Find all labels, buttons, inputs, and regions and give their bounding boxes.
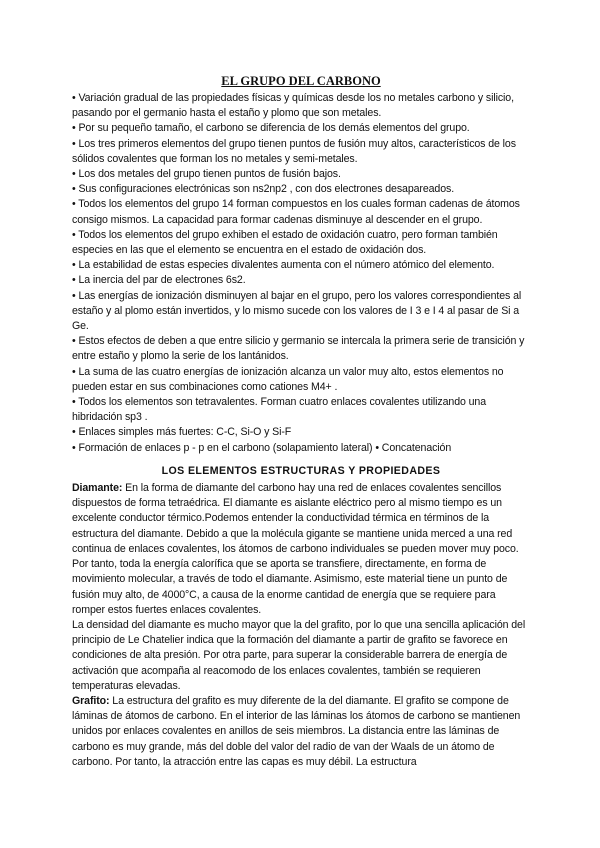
bullet-item: • La inercia del par de electrones 6s2.: [72, 274, 246, 287]
densidad-paragraph: La densidad del diamante es mucho mayor que la del grafito, por lo que una sencilla aplicación del principio de Le Chatelier indica que la formación del diamante a partir de grafito se favorece en condiciones de alta presión. Por otra parte, para superar la considerable barrera de energía de activación que acompaña al reacomodo de los enlaces covalentes, también se requieren temperaturas elevadas.: [72, 618, 526, 692]
bullet-item: • Estos efectos de deben a que entre silicio y germanio se intercala la primera serie de transición y entre estaño y plomo la serie de los lantánidos.: [72, 335, 525, 363]
bullet-item: • Todos los elementos son tetravalentes. Forman cuatro enlaces covalentes utilizando una hibridación sp3 .: [72, 396, 486, 424]
bullet-item: • La suma de las cuatro energías de ionización alcanza un valor muy alto, estos elementos no pueden estar en sus combinaciones como cationes M4+ .: [72, 365, 504, 393]
bullet-item: • Enlaces simples más fuertes: C-C, Si-O y Si-F: [72, 426, 292, 439]
diamante-paragraph: [72, 481, 530, 618]
section-title: LOS ELEMENTOS ESTRUCTURAS Y PROPIEDADES: [161, 464, 441, 477]
bullet-item: • Variación gradual de las propiedades físicas y químicas desde los no metales carbono y silicio, pasando por el germanio hasta el estaño y plomo que son metales.: [72, 92, 514, 120]
bullet-item: • Todos los elementos del grupo 14 forman compuestos en los cuales forman cadenas de átomos consigo mismos. La capacidad para formar cadenas disminuye al descender en el grupo.: [72, 198, 520, 226]
bullet-item: • Las energías de ionización disminuyen al bajar en el grupo, pero los valores correspondientes al estaño y al plomo están invertidos, y lo mismo sucede con los valores de I 3 e I 4 al pasar de Si a Ge.: [72, 289, 522, 333]
bullet-item: • Los dos metales del grupo tienen puntos de fusión bajos.: [72, 168, 341, 181]
diamante-term: Diamante:: [72, 482, 123, 495]
document-page: [72, 74, 530, 770]
grafito-paragraph: [72, 694, 530, 770]
bullet-item: • Por su pequeño tamaño, el carbono se diferencia de los demás elementos del grupo.: [72, 122, 470, 135]
document-title: EL GRUPO DEL CARBONO: [221, 74, 381, 88]
bullet-item: • La estabilidad de estas especies divalentes aumenta con el número atómico del elemento.: [72, 259, 495, 272]
bullet-item: • Los tres primeros elementos del grupo tienen puntos de fusión muy altos, característicos de los sólidos covalentes que forman los no metales y semi-metales.: [72, 137, 516, 165]
grafito-term: Grafito:: [72, 694, 110, 707]
diamante-text: En la forma de diamante del carbono hay una red de enlaces covalentes sencillos dispuestos de forma tetraédrica. El diamante es aislante eléctrico pero al mismo tiempo es un excelente conductor térmico.Podemos entender la conductividad térmica en términos de la estructura del diamante. Debido a que la molécula gigante se mantiene unida merced a una red continua de enlaces covalentes, los átomos de carbono individuales se pueden mover muy poco. Por tanto, toda la energía calorífica que se aporta se transfiere, directamente, en forma de movimiento molecular, a través de todo el diamante. Asimismo, este material tiene un punto de fusión muy alto, de 4000°C, a causa de la enorme cantidad de energía que se requiere para romper estos fuertes enlaces covalentes.: [72, 482, 519, 616]
bullet-item: • Formación de enlaces p - p en el carbono (solapamiento lateral) • Concatenación: [72, 441, 452, 454]
bullet-item: • Sus configuraciones electrónicas son ns2np2 , con dos electrones desapareados.: [72, 183, 455, 196]
grafito-text: La estructura del grafito es muy diferente de la del diamante. El grafito se compone de láminas de átomos de carbono. En el interior de las láminas los átomos de carbono se mantienen unidos por enlaces covalentes en anillos de seis miembros. La distancia entre las láminas de carbono es muy grande, más del doble del valor del radio de van der Waals de un átomo de carbono. Por tanto, la atracción entre las capas es muy débil. La estructura: [72, 694, 521, 768]
bullet-item: • Todos los elementos del grupo exhiben el estado de oxidación cuatro, pero forman también especies en las que el elemento se encuentra en el estado de oxidación dos.: [72, 228, 498, 257]
bullet-list: [72, 91, 530, 456]
